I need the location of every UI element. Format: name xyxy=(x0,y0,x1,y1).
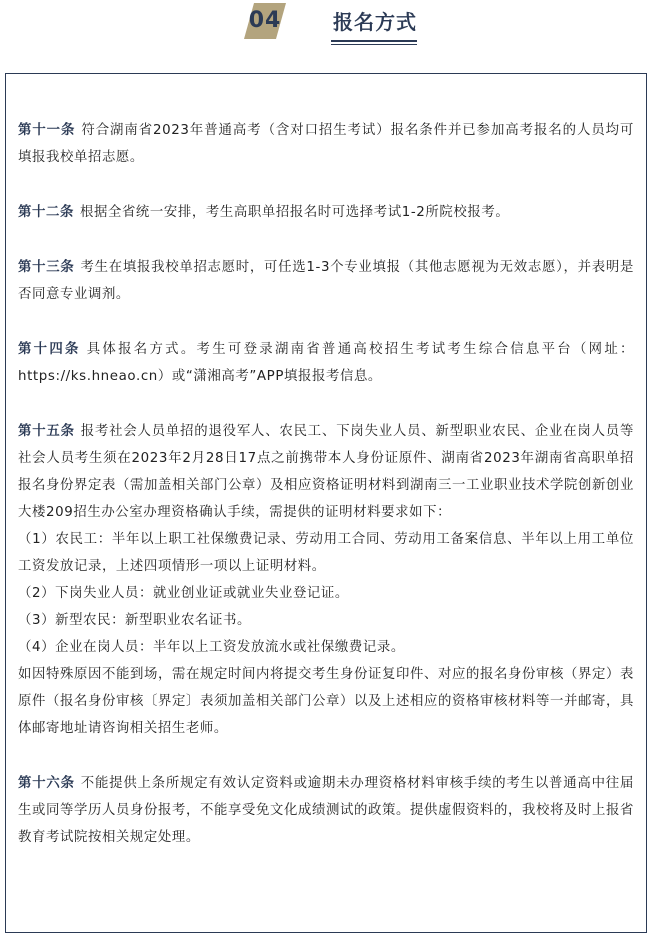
article-label: 第十二条 xyxy=(18,205,74,220)
content-box xyxy=(5,73,647,933)
article-label: 第十一条 xyxy=(18,123,76,138)
requirement-item: （2）下岗失业人员：就业创业证或就业失业登记证。 xyxy=(18,586,349,601)
article-13 xyxy=(18,254,634,308)
requirement-item: （4）企业在岗人员：半年以上工资发放流水或社保缴费记录。 xyxy=(18,640,405,655)
section-number: 04 xyxy=(248,8,282,33)
article-14 xyxy=(18,336,634,390)
section-header xyxy=(0,0,655,60)
title-underline-thin xyxy=(331,44,417,45)
article-15 xyxy=(18,418,634,742)
article-label: 第十三条 xyxy=(18,260,75,275)
article-label: 第十四条 xyxy=(18,342,81,357)
article-16 xyxy=(18,770,634,851)
title-underline xyxy=(331,40,417,42)
article-text: 根据全省统一安排，考生高职单招报名时可选择考试1-2所院校报考。 xyxy=(79,205,510,220)
article-text: 不能提供上条所规定有效认定资料或逾期未办理资格材料审核手续的考生以普通高中往届生或同等学历人员身份报考，不能享受免文化成绩测试的政策。提供虚假资料的，我校将及时上报省教育考试院按相关规定处理。 xyxy=(18,776,634,845)
article-text: 具体报名方式。考生可登录湖南省普通高校招生考试考生综合信息平台（网址：https://ks.hneao.cn）或“潇湘高考”APP填报报考信息。 xyxy=(18,342,635,384)
requirement-item: （3）新型农民：新型职业农名证书。 xyxy=(18,613,251,628)
article-15-note: 如因特殊原因不能到场，需在规定时间内将提交考生身份证复印件、对应的报名身份审核（界定）表原件（报名身份审核〔界定〕表须加盖相关部门公章）以及上述相应的资格审核材料等一并邮寄，具体邮寄地址请咨询相关招生老师。 xyxy=(18,667,634,736)
article-label: 第十六条 xyxy=(18,776,75,791)
article-11 xyxy=(18,117,634,171)
article-text: 符合湖南省2023年普通高考（含对口招生考试）报名条件并已参加高考报名的人员均可填报我校单招志愿。 xyxy=(18,123,634,165)
article-text: 报考社会人员单招的退役军人、农民工、下岗失业人员、新型职业农民、企业在岗人员等社会人员考生须在2023年2月28日17点之前携带本人身份证原件、湖南省2023年湖南省高职单招报名身份界定表（需加盖相关部门公章）及相应资格证明材料到湖南三一工业职业技术学院创新创业大楼209招生办公室办理资格确认手续，需提供的证明材料要求如下： xyxy=(18,424,634,520)
article-label: 第十五条 xyxy=(18,424,75,439)
requirement-item: （1）农民工：半年以上职工社保缴费记录、劳动用工合同、劳动用工备案信息、半年以上用工单位工资发放记录，上述四项情形一项以上证明材料。 xyxy=(18,532,634,574)
article-12 xyxy=(18,199,634,226)
section-title: 报名方式 xyxy=(333,10,417,34)
article-text: 考生在填报我校单招志愿时，可任选1-3个专业填报（其他志愿视为无效志愿），并表明是否同意专业调剂。 xyxy=(18,260,634,302)
article-15-intro xyxy=(18,418,634,526)
section-number-badge xyxy=(244,3,286,39)
